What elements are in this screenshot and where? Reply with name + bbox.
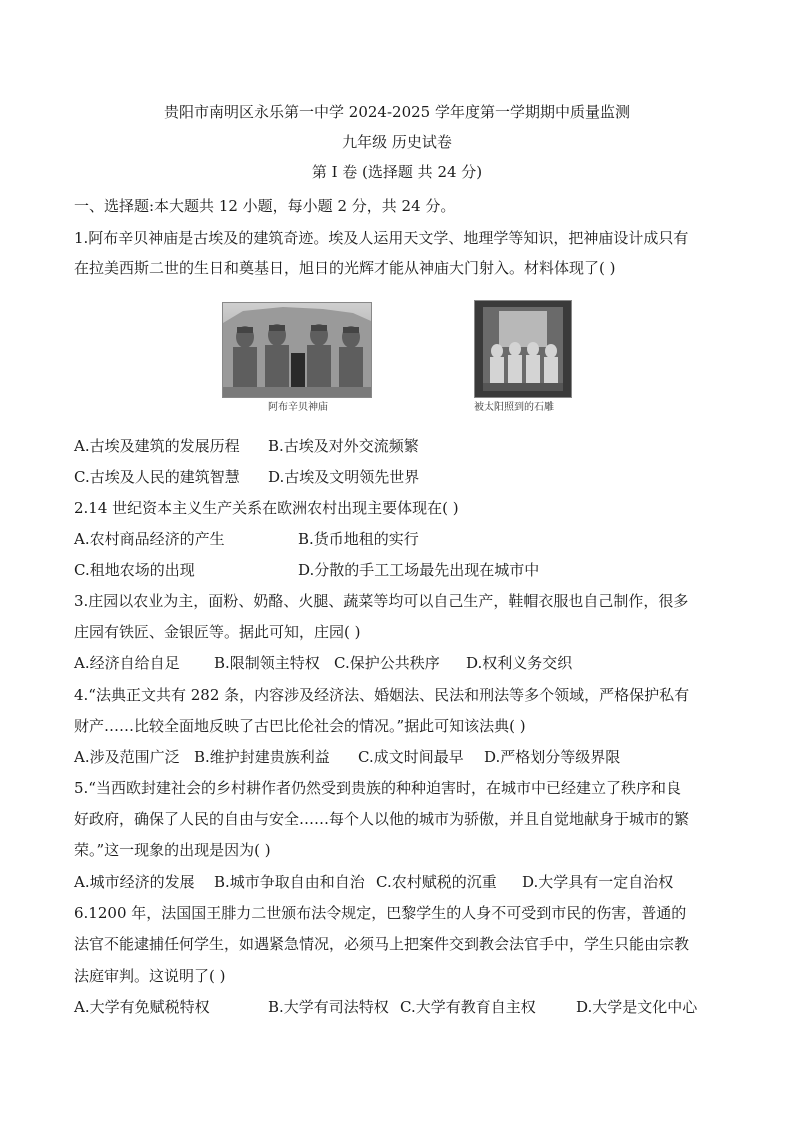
question-3-option-d[interactable]: D.权利义务交织	[466, 654, 573, 672]
question-6-option-d[interactable]: D.大学是文化中心	[576, 998, 698, 1016]
question-6-line-3: 法庭审判。这说明了( )	[74, 967, 226, 985]
question-1-line-2: 在拉美西斯二世的生日和奠基日，旭日的光辉才能从神庙大门射入。材料体现了( )	[74, 259, 616, 277]
question-3-line-2: 庄园有铁匠、金银匠等。据此可知，庄园( )	[74, 623, 361, 641]
question-4-option-b[interactable]: B.维护封建贵族利益	[194, 748, 330, 766]
sunlit-statues-photo	[474, 300, 572, 398]
question-2-option-b[interactable]: B.货币地租的实行	[298, 530, 419, 548]
question-6-option-a[interactable]: A.大学有免赋税特权	[74, 998, 210, 1016]
section-instructions: 一、选择题:本大题共 12 小题，每小题 2 分，共 24 分。	[74, 197, 456, 215]
question-2-option-a[interactable]: A.农村商品经济的产生	[74, 530, 225, 548]
question-5-line-3: 荣。”这一现象的出现是因为( )	[74, 841, 271, 859]
question-1-option-b[interactable]: B.古埃及对外交流频繁	[268, 437, 419, 455]
question-4-option-d[interactable]: D.严格划分等级界限	[484, 748, 621, 766]
question-3-option-c[interactable]: C.保护公共秩序	[334, 654, 440, 672]
question-1-option-c[interactable]: C.古埃及人民的建筑智慧	[74, 468, 240, 486]
question-5-line-1: 5.“当西欧封建社会的乡村耕作者仍然受到贵族的种种迫害时，在城市中已经建立了秩序和良	[74, 779, 681, 797]
question-5-line-2: 好政府，确保了人民的自由与安全……每个人以他的城市为骄傲，并且自觉地献身于城市的繁	[74, 810, 690, 828]
question-4-line-1: 4.“法典正文共有 282 条，内容涉及经济法、婚姻法、民法和刑法等多个领域，严格保护私有	[74, 686, 690, 704]
question-6-option-b[interactable]: B.大学有司法特权	[268, 998, 389, 1016]
question-2-line-1: 2.14 世纪资本主义生产关系在欧洲农村出现主要体现在( )	[74, 499, 459, 517]
volume-heading: 第 I 卷 (选择题 共 24 分)	[311, 163, 483, 181]
question-4-line-2: 财产……比较全面地反映了古巴比伦社会的情况。”据此可知该法典( )	[74, 717, 526, 735]
question-5-option-c[interactable]: C.农村赋税的沉重	[376, 873, 497, 891]
exam-subtitle: 九年级 历史试卷	[342, 133, 452, 151]
question-4-option-c[interactable]: C.成文时间最早	[358, 748, 464, 766]
question-5-option-a[interactable]: A.城市经济的发展	[74, 873, 195, 891]
question-4-option-a[interactable]: A.涉及范围广泛	[74, 748, 180, 766]
question-3-option-b[interactable]: B.限制领主特权	[214, 654, 320, 672]
abu-simbel-temple-photo	[222, 302, 372, 398]
exam-title: 贵阳市南明区永乐第一中学 2024-2025 学年度第一学期期中质量监测	[164, 103, 630, 121]
question-3-line-1: 3.庄园以农业为主，面粉、奶酪、火腿、蔬菜等均可以自己生产，鞋帽衣服也自己制作，很多	[74, 592, 689, 610]
question-5-option-d[interactable]: D.大学具有一定自治权	[522, 873, 674, 891]
question-6-line-1: 6.1200 年，法国国王腓力二世颁布法令规定，巴黎学生的人身不可受到市民的伤害，普通的	[74, 904, 687, 922]
figure-1-caption: 阿布辛贝神庙	[268, 402, 328, 413]
question-6-option-c[interactable]: C.大学有教育自主权	[400, 998, 536, 1016]
question-3-option-a[interactable]: A.经济自给自足	[74, 654, 180, 672]
question-1-option-d[interactable]: D.古埃及文明领先世界	[268, 468, 420, 486]
question-2-option-d[interactable]: D.分散的手工工场最先出现在城市中	[298, 561, 540, 579]
question-6-line-2: 法官不能逮捕任何学生，如遇紧急情况，必须马上把案件交到教会法官手中，学生只能由宗教	[74, 935, 690, 953]
question-1-line-1: 1.阿布辛贝神庙是古埃及的建筑奇迹。埃及人运用天文学、地理学等知识，把神庙设计成只有	[74, 229, 689, 247]
question-5-option-b[interactable]: B.城市争取自由和自治	[214, 873, 365, 891]
question-2-option-c[interactable]: C.租地农场的出现	[74, 561, 195, 579]
question-1-option-a[interactable]: A.古埃及建筑的发展历程	[74, 437, 240, 455]
figure-2-caption: 被太阳照到的石雕	[474, 402, 554, 413]
